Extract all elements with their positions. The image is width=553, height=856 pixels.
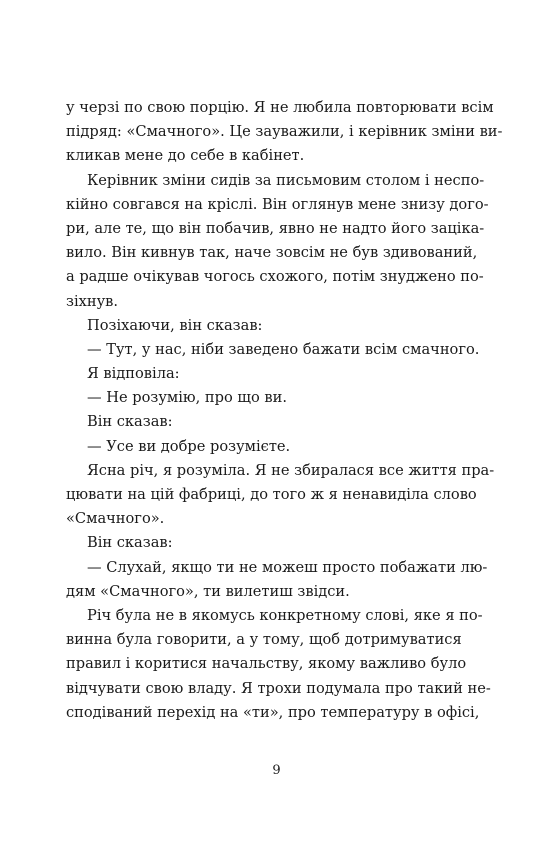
text-line: у черзі по свою порцію. Я не любила повторювати всім (66, 99, 494, 116)
text-line: сподіваний перехід на «ти», про температуру в офісі, (66, 703, 480, 721)
text-line: ри, але те, що він побачив, явно не надто його зацікa- (66, 219, 485, 237)
text-line: Річ була не в якомусь конкретному слові, яке я по- (87, 606, 483, 624)
text-line: дям «Смачного», ти вилетиш звідси. (66, 582, 350, 600)
body-text (66, 96, 503, 725)
text-line: підряд: «Смачного». Це зауважили, і керівник зміни ви- (66, 123, 503, 141)
text-line: — Тут, у нас, ніби заведено бажати всім смачного. (87, 340, 480, 358)
text-line: вило. Він кивнув так, наче зовсім не був здивований, (66, 244, 478, 262)
text-line: Він сказав: (87, 413, 173, 431)
text-line: цювати на цій фабриці, до того ж я ненавиділа слово (66, 486, 477, 503)
text-line: — Не розумію, про що ви. (87, 389, 287, 407)
text-line: відчувати свою владу. Я трохи подумала про такий не- (66, 679, 491, 697)
text-line: Керівник зміни сидів за письмовим столом і неспо- (87, 171, 485, 189)
page-number: 9 (272, 763, 281, 778)
text-line: — Слухай, якщо ти не можеш просто побажати лю- (87, 558, 488, 576)
text-line: Він сказав: (87, 534, 173, 552)
text-line: винна була говорити, а у тому, щоб дотримуватися (66, 631, 462, 649)
text-line: «Смачного». (66, 510, 165, 528)
text-line: кійно совгався на кріслі. Він оглянув мене знизу дого- (66, 195, 489, 213)
text-line: кликав мене до себе в кабінет. (66, 147, 305, 165)
text-line: — Усе ви добре розумієте. (87, 437, 291, 455)
text-line: Я відповіла: (87, 365, 180, 383)
text-line: зіхнув. (66, 292, 119, 310)
text-line: Позіхаючи, він сказав: (87, 316, 263, 334)
text-line: Ясна річ, я розуміла. Я не збиралася все життя пра- (87, 461, 495, 479)
text-line: правил і коритися начальству, якому важливо було (66, 655, 467, 673)
text-line: а радше очікував чогось схожого, потім знуджено по- (66, 268, 484, 286)
